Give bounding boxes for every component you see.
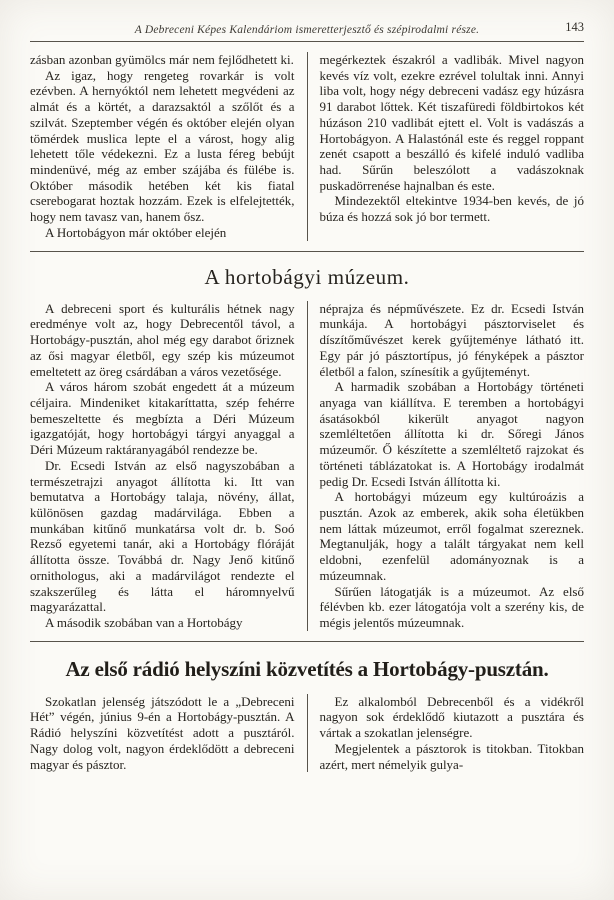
page-header [30,20,584,38]
paragraph: Az igaz, hogy rengeteg rovarkár is volt ezévben. A hernyóktól nem lehetett megvédeni az almát és a körtét, a darazsaktól a szőlőt és a szilvát. Szeptember végén és október elején olyan tömérdek muslica lepte el a várost, hogy alig lehetett tőle védekezni. Ez a lusta féreg bebújt mindenüvé, még az ember szájába és fülébe is. Október második hetében két kis fiatal cserebogarat hoztak hozzám. Ezek is elfelejtették, hogy nem tavasz van, hanem ősz. [30,67,295,225]
columns [30,694,584,773]
horizontal-rule [30,641,584,642]
article-harvest [30,52,584,241]
paragraph: A harmadik szobában a Hortobágy történeti anyaga van kiállítva. E teremben a hortobágyi ásatásokból kikerült anyagot nagyon szemléltetően állította ki dr. Sőregi János múzeumőr. Ő készítette a szemléltető rajzokat és történeti táblázatokat is. A Hortobágy irodalmát pedig Dr. Ecsedi István állította ki. [319,379,584,489]
page-number: 143 [565,20,584,34]
paragraph: zásban azonban gyümölcs már nem fejlődhetett ki. [30,52,294,67]
paragraph: Sűrűen látogatják is a múzeumot. Az első félévben kb. ezer látogatója volt a szerény kis, de mégis jelentős múzeumnak. [319,583,584,630]
column-left [30,301,307,631]
section-title: Az első rádió helyszíni közvetítés a Hortobágy-pusztán. [65,656,549,681]
article-museum [30,265,584,631]
paragraph: megérkeztek északról a vadlibák. Mivel nagyon kevés víz volt, ezekre ezrével tolultak inni. Annyi liba volt, hogy négy debreceni vadász egy húzásra 91 darabot lőttek. Két tiszafüredi földbirtokos két húzáson 210 vadlibát ejtett el. Volt is vadászás a Hortobágyon. A Halastónál este és reggel roppant zenét csapott a beszálló és kifelé induló vadliba had. Sűrűn beleszólott a vadászoknak puskadörrenése hajnalban és este. [319,52,584,193]
column-left [30,694,307,773]
column-left [30,52,307,241]
section-title: A hortobágyi múzeum. [204,264,410,289]
paragraph: néprajza és népművészete. Ez dr. Ecsedi István munkája. A hortobágyi pásztorviselet és díszítőművészet kerek gyűjteménye látható itt. Egy pár jó pásztortípus, jó fényképek a pásztor életből a falon, színesítik a gyűjteményt. [319,300,584,379]
paragraph: Ez alkalomból Debrecenből és a vidékről nagyon sok érdeklődő kiutazott a pusztára és vártak a szokatlan jelenségre. [319,693,584,741]
paragraph: A város három szobát engedett át a múzeum céljaira. Mindeniket kitakaríttatta, szép fehérre bemeszeltette és megbízta a Déri Múzeum igazgatóját, hogy hortobágyi tárgyi anyaggal a Déri Múzeum raktáranyagából rendezze be. [30,379,295,458]
column-right [307,694,585,773]
paragraph: A hortobágyi múzeum egy kultúroázis a pusztán. Azok az emberek, akik soha életükben nem láttak múzeumot, erről fogalmat szereznek. Megtanulják, hogy a talált tárgyakat nem kell eldobni, ezenfelül adományoznak is a múzeumnak. [319,489,584,583]
paragraph: Dr. Ecsedi István az első nagyszobában a természetrajzi anyagot állította ki. Itt van bemutatva a Hortobágy talaja, növény, állat, különösen gazdag madárvilága. Ebben a munkában kitűnő munkatársa volt dr. b. Soó Rezső egyetemi tanár, aki a Hortobágy flóráját állította össze. Továbbá dr. Nagy Jenő kitűnő ornithologus, aki a madárvilágot rendezte el szakszerűleg és látta el háromnyelvű magyarázattal. [30,457,295,615]
paragraph: Szokatlan jelenség játszódott le a „Debreceni Hét” végén, június 9-én a Hortobágy-pusztán. A Rádió helyszíni közvetítést adott a pusztáról. Nagy dolog volt, nagyon érdeklődött a debreceni magyar és pásztor. [30,693,295,772]
paragraph: A Hortobágyon már október elején [45,224,227,240]
paragraph: Megjelentek a pásztorok is titokban. Titokban azért, mert némelyik gulya- [319,740,584,772]
paragraph: A debreceni sport és kulturális hétnek nagy eredménye volt az, hogy Debrecentől távol, a Hortobágy-pusztán, ahol még egy darabot őriznek az ősi magyar életből, egy szép kis múzeumot emeltetett az öreg csárdában a város vezetősége. [30,300,295,379]
columns [30,301,584,631]
column-right [307,52,585,241]
horizontal-rule [30,41,584,42]
columns [30,52,584,241]
column-right [307,301,585,631]
paragraph: A második szobában van a Hortobágy [45,615,243,630]
header-title: A Debreceni Képes Kalendáriom ismeretterjesztő és szépirodalmi része. [134,24,480,36]
paragraph: Mindezektől eltekintve 1934-ben kevés, de jó búza és hozzá sok jó bor termett. [319,193,584,225]
article-radio [30,657,584,773]
horizontal-rule [30,251,584,252]
